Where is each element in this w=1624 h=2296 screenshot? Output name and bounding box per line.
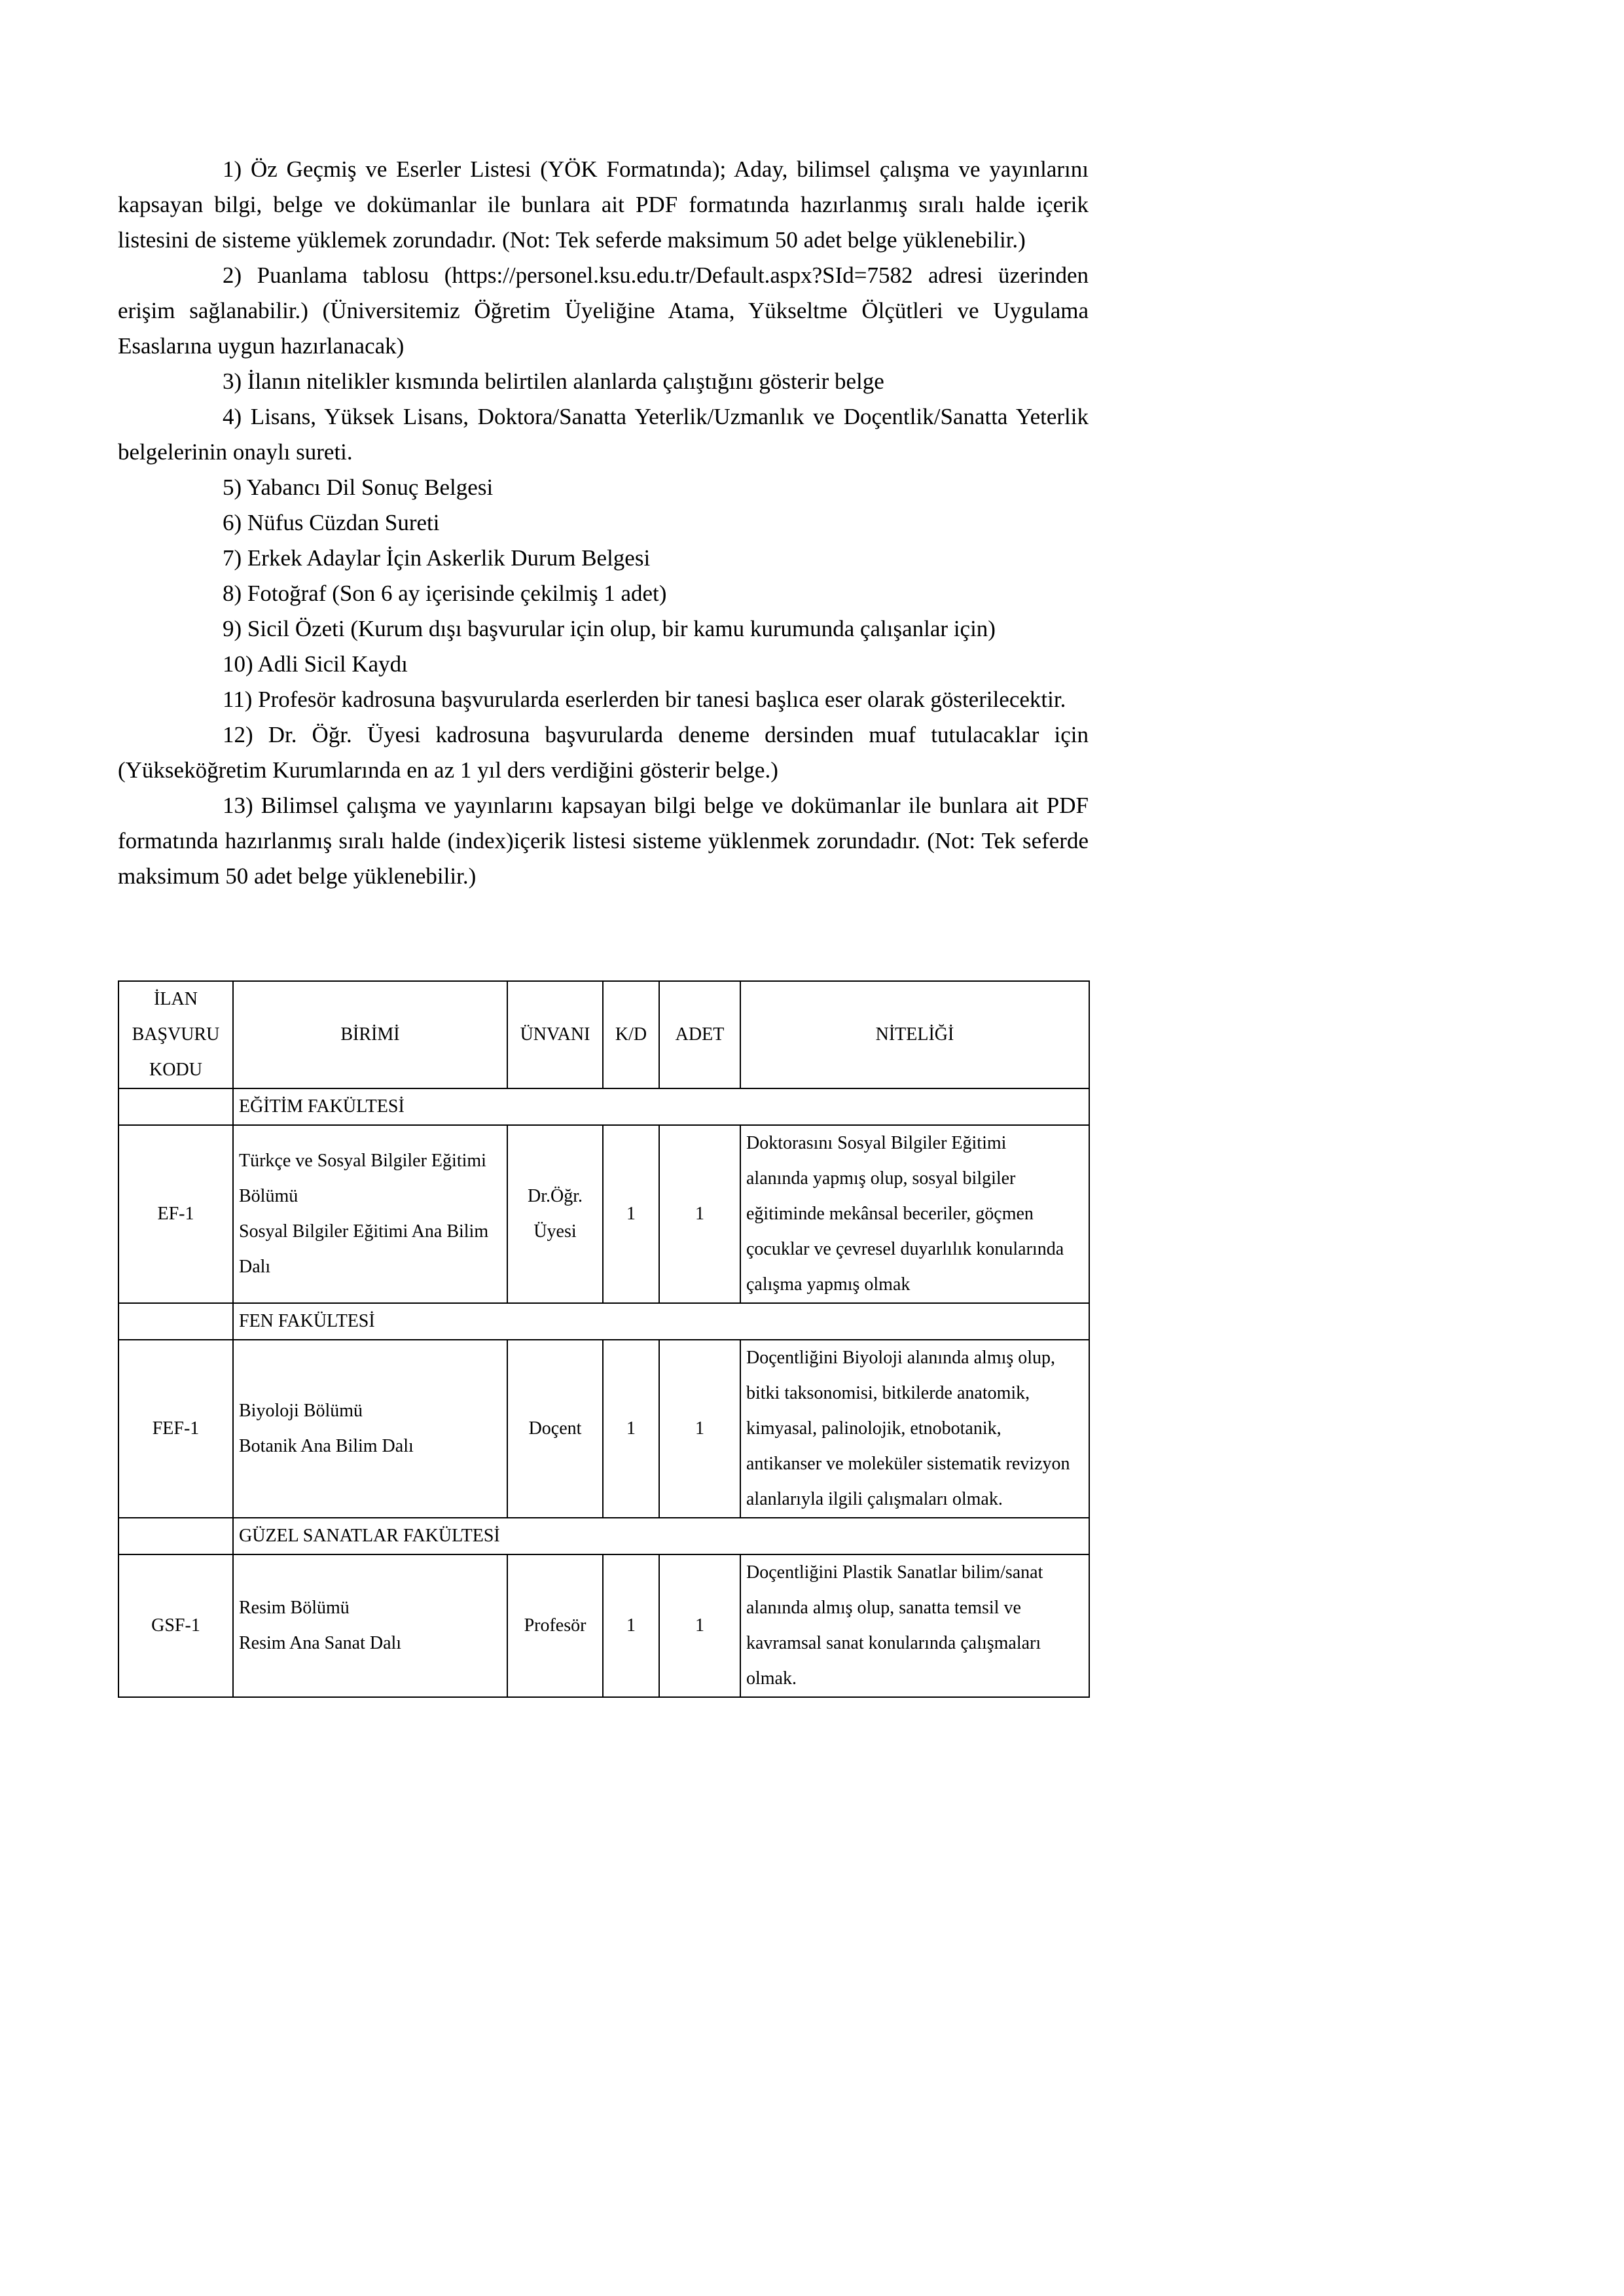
requirement-item-6: 6) Nüfus Cüzdan Sureti xyxy=(223,510,440,535)
nitelik-line: çocuklar ve çevresel duyarlılık konularında xyxy=(746,1239,1064,1259)
requirement-item-13: 13) Bilimsel çalışma ve yayınlarını kapsayan bilgi belge ve dokümanlar ile bunlara ait PDF formatında hazırlanmış sıralı halde (index)içerik listesi sisteme yüklenmek zorundadır. (Not: Tek seferde maksimum 50 adet belge yüklenebilir.) xyxy=(118,793,1089,889)
nitelik-line: eğitiminde mekânsal beceriler, göçmen xyxy=(746,1204,1034,1224)
table-header-row xyxy=(118,981,1089,1088)
row-kod: GSF-1 xyxy=(118,1554,233,1697)
row-kod: EF-1 xyxy=(118,1125,233,1303)
header-nitelik: NİTELİĞİ xyxy=(740,981,1089,1088)
requirement-item-7: 7) Erkek Adaylar İçin Askerlik Durum Belgesi xyxy=(223,545,651,571)
requirement-item-2: 2) Puanlama tablosu (https://personel.ksu.edu.tr/Default.aspx?SId=7582 adresi üzerinden erişim sağlanabilir.) (Üniversitemiz Öğretim Üyeliğine Atama, Yükseltme Ölçütleri ve Uygulama Esaslarına uygun hazırlanacak) xyxy=(118,262,1089,359)
requirement-item-3: 3) İlanın nitelikler kısmında belirtilen alanlarda çalıştığını gösterir belge xyxy=(223,368,884,394)
birim-line: Türkçe ve Sosyal Bilgiler Eğitimi xyxy=(239,1151,486,1171)
header-kod-line: BAŞVURU xyxy=(132,1024,220,1045)
unvan-line: Üyesi xyxy=(533,1221,577,1242)
requirement-item-1: 1) Öz Geçmiş ve Eserler Listesi (YÖK Formatında); Aday, bilimsel çalışma ve yayınlarını kapsayan bilgi, belge ve dokümanlar ile bunlara ait PDF formatında hazırlanmış sıralı halde içerik listesini de sisteme yüklemek zorundadır. (Not: Tek seferde maksimum 50 adet belge yüklenebilir.) xyxy=(118,156,1089,253)
row-kd: 1 xyxy=(603,1340,659,1518)
nitelik-line: kimyasal, palinolojik, etnobotanik, xyxy=(746,1418,1001,1439)
faculty-name: GÜZEL SANATLAR FAKÜLTESİ xyxy=(233,1518,1089,1554)
row-kd: 1 xyxy=(603,1125,659,1303)
row-adet: 1 xyxy=(659,1340,740,1518)
faculty-empty-cell xyxy=(118,1518,233,1554)
faculty-name: EĞİTİM FAKÜLTESİ xyxy=(233,1088,1089,1125)
nitelik-line: antikanser ve moleküler sistematik revizyon xyxy=(746,1454,1070,1474)
row-unvan xyxy=(507,1125,603,1303)
faculty-row xyxy=(118,1303,1089,1340)
header-kod-line: İLAN xyxy=(154,989,198,1009)
birim-line: Sosyal Bilgiler Eğitimi Ana Bilim xyxy=(239,1221,489,1242)
row-adet: 1 xyxy=(659,1554,740,1697)
nitelik-line: olmak. xyxy=(746,1668,797,1689)
unvan-line: Profesör xyxy=(524,1615,586,1636)
row-adet: 1 xyxy=(659,1125,740,1303)
table-row xyxy=(118,1125,1089,1303)
row-birim xyxy=(233,1340,507,1518)
positions-table xyxy=(118,980,1090,1698)
header-birim: BİRİMİ xyxy=(233,981,507,1088)
nitelik-line: alanında yapmış olup, sosyal bilgiler xyxy=(746,1168,1016,1189)
header-unvan: ÜNVANI xyxy=(507,981,603,1088)
requirement-item-9: 9) Sicil Özeti (Kurum dışı başvurular için olup, bir kamu kurumunda çalışanlar için) xyxy=(223,616,996,641)
table-row xyxy=(118,1554,1089,1697)
requirement-item-10: 10) Adli Sicil Kaydı xyxy=(223,651,408,677)
birim-line: Botanik Ana Bilim Dalı xyxy=(239,1436,414,1456)
nitelik-line: Doçentliğini Plastik Sanatlar bilim/sanat xyxy=(746,1562,1043,1583)
faculty-row xyxy=(118,1088,1089,1125)
requirements-list xyxy=(118,152,1089,894)
row-unvan xyxy=(507,1554,603,1697)
nitelik-line: bitki taksonomisi, bitkilerde anatomik, xyxy=(746,1383,1030,1403)
nitelik-line: alanlarıyla ilgili çalışmaları olmak. xyxy=(746,1489,1003,1509)
header-kod-line: KODU xyxy=(149,1060,202,1080)
faculty-empty-cell xyxy=(118,1303,233,1340)
row-kod: FEF-1 xyxy=(118,1340,233,1518)
nitelik-line: alanında almış olup, sanatta temsil ve xyxy=(746,1598,1021,1618)
nitelik-line: Doçentliğini Biyoloji alanında almış olup, xyxy=(746,1348,1056,1368)
requirement-item-5: 5) Yabancı Dil Sonuç Belgesi xyxy=(223,475,494,500)
row-nitelik xyxy=(740,1125,1089,1303)
header-kod xyxy=(118,981,233,1088)
birim-line: Biyoloji Bölümü xyxy=(239,1401,363,1421)
nitelik-line: kavramsal sanat konularında çalışmaları xyxy=(746,1633,1041,1653)
row-birim xyxy=(233,1125,507,1303)
nitelik-line: çalışma yapmış olmak xyxy=(746,1274,911,1295)
requirement-item-11: 11) Profesör kadrosuna başvurularda eserlerden bir tanesi başlıca eser olarak gösterilecektir. xyxy=(223,687,1066,712)
faculty-row xyxy=(118,1518,1089,1554)
row-kd: 1 xyxy=(603,1554,659,1697)
row-unvan xyxy=(507,1340,603,1518)
nitelik-line: Doktorasını Sosyal Bilgiler Eğitimi xyxy=(746,1133,1007,1153)
requirement-item-8: 8) Fotoğraf (Son 6 ay içerisinde çekilmiş 1 adet) xyxy=(223,581,667,606)
requirement-item-4: 4) Lisans, Yüksek Lisans, Doktora/Sanatta Yeterlik/Uzmanlık ve Doçentlik/Sanatta Yeterlik belgelerinin onaylı sureti. xyxy=(118,404,1089,465)
row-nitelik xyxy=(740,1554,1089,1697)
birim-line: Resim Bölümü xyxy=(239,1598,350,1618)
unvan-line: Dr.Öğr. xyxy=(528,1186,583,1206)
birim-line: Dalı xyxy=(239,1257,271,1277)
faculty-empty-cell xyxy=(118,1088,233,1125)
requirement-item-12: 12) Dr. Öğr. Üyesi kadrosuna başvurularda deneme dersinden muaf tutulacaklar için (Yükseköğretim Kurumlarında en az 1 yıl ders verdiğini gösterir belge.) xyxy=(118,722,1089,783)
faculty-name: FEN FAKÜLTESİ xyxy=(233,1303,1089,1340)
row-nitelik xyxy=(740,1340,1089,1518)
table-row xyxy=(118,1340,1089,1518)
birim-line: Bölümü xyxy=(239,1186,298,1206)
unvan-line: Doçent xyxy=(528,1418,582,1439)
row-birim xyxy=(233,1554,507,1697)
header-adet: ADET xyxy=(659,981,740,1088)
header-kd: K/D xyxy=(603,981,659,1088)
birim-line: Resim Ana Sanat Dalı xyxy=(239,1633,402,1653)
